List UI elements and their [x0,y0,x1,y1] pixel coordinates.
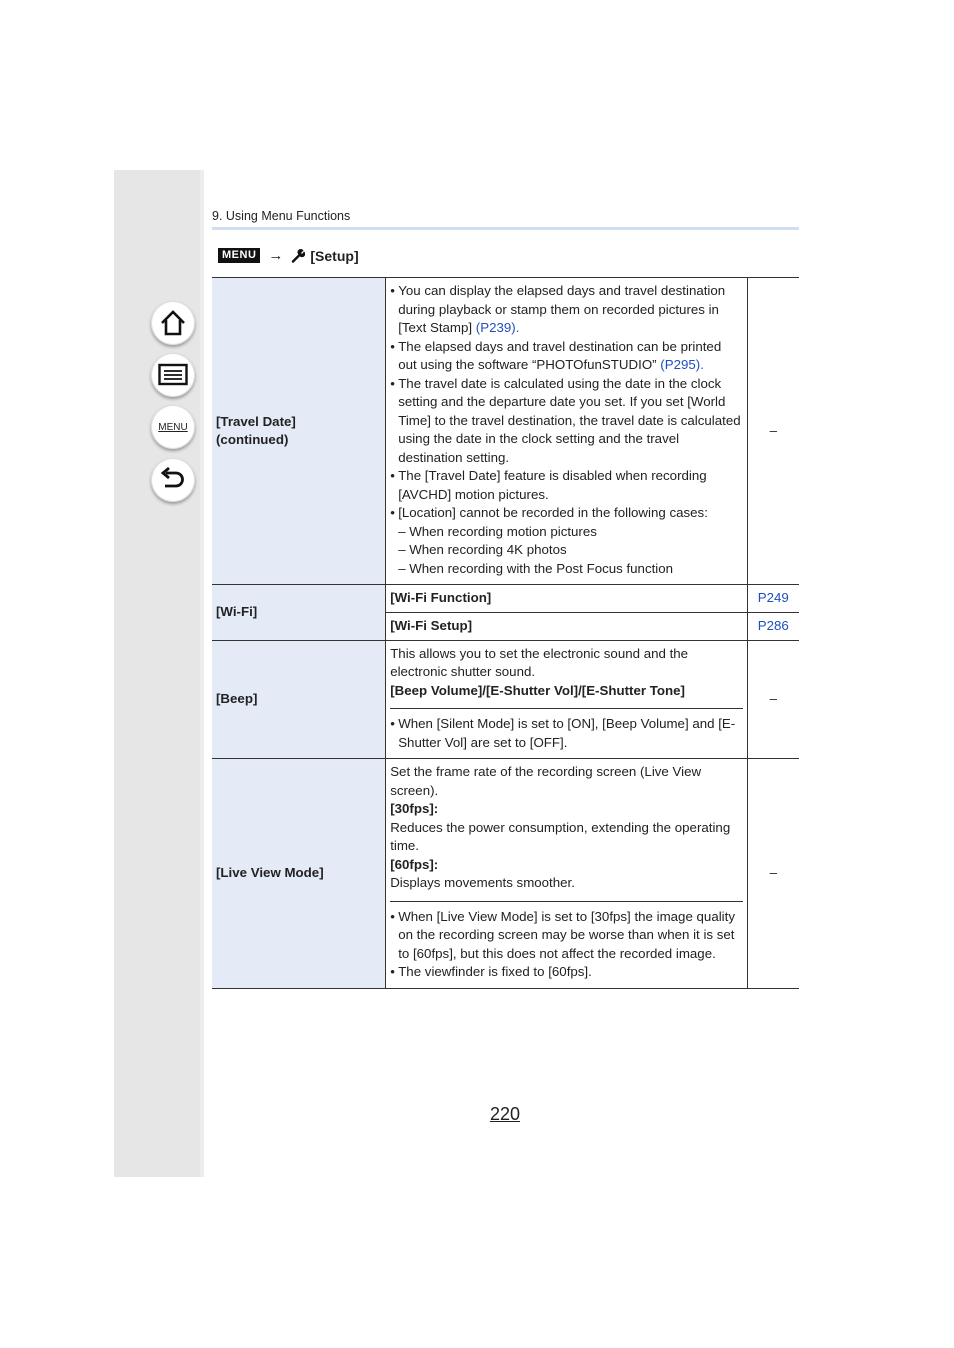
row-label: [Beep] [212,640,386,759]
breadcrumb [218,247,359,264]
home-icon [159,309,187,337]
row-description [386,278,747,585]
description-text: This allows you to set the electronic sound and the electronic shutter sound. [390,645,689,679]
wrench-icon [291,249,305,263]
option-label: [Beep Volume]/[E-Shutter Vol]/[E-Shutter Tone] [390,682,685,698]
page-ref: – [747,278,799,585]
description-text: Set the frame rate of the recording screen (Live View screen). [390,764,702,798]
option-label: [30fps]: [390,801,439,816]
page-link[interactable]: (P239) [475,320,516,335]
option-label: [Wi-Fi Function] [386,585,747,613]
row-label: [Live View Mode] [212,759,386,989]
back-arrow-icon [159,467,187,493]
sub-item: – When recording motion pictures [390,523,742,542]
list-item: • [Location] cannot be recorded in the following cases: [390,504,742,523]
section-header: 9. Using Menu Functions [212,209,351,223]
table-row [212,759,799,989]
option-label: [Wi-Fi Setup] [386,612,747,640]
option-description: Reduces the power consumption, extending the operating time. [390,819,731,853]
page-link[interactable]: P249 [757,590,789,605]
menu-badge: MENU [218,248,260,263]
list-item: • The travel date is calculated using the date in the clock setting and the departure date you set. If you set [World Time] to the travel destination, the travel date is calculated using the date in the clock setting and the travel destination setting. [390,375,742,468]
page-link[interactable]: (P295) [660,357,701,372]
back-button[interactable] [151,458,195,502]
row-label [212,278,386,585]
divider [390,901,742,902]
page-ref: – [747,640,799,759]
table-row [212,278,799,585]
list-item: • When [Live View Mode] is set to [30fps] the image quality on the recording screen may be worse than when it is set to [60fps], but this does not affect the recorded image. [390,908,742,964]
note-text: You can display the elapsed days and travel destination during playback or stamp them on recorded pictures in [Text Stamp] [398,283,726,335]
page-link[interactable]: P286 [757,617,789,633]
row-description [386,640,747,759]
label-line: [Travel Date] [216,413,296,429]
punct: . [700,357,704,372]
list-item: • The [Travel Date] feature is disabled when recording [AVCHD] motion pictures. [390,467,742,504]
arrow-icon: → [268,247,284,264]
label-line: (continued) [216,432,289,447]
menu-label: MENU [158,421,188,433]
menu-button[interactable] [151,405,195,449]
page-ref [747,612,799,640]
table-row [212,640,799,759]
list-item: • When [Silent Mode] is set to [ON], [Beep Volume] and [E-Shutter Vol] are set to [OFF]. [390,715,742,752]
option-description: Displays movements smoother. [390,875,575,890]
divider [390,708,742,709]
settings-table [212,277,799,989]
page-ref: – [747,759,799,989]
option-label: [60fps]: [390,856,439,872]
home-button[interactable] [151,301,195,345]
page-ref [747,585,799,613]
table-row [212,585,799,613]
setup-label: [Setup] [310,247,359,264]
row-label: [Wi-Fi] [212,585,386,641]
list-item [390,338,742,375]
contents-button[interactable] [151,353,195,397]
page-number: 220 [490,1104,521,1124]
note-text: The elapsed days and travel destination can be printed out using the software “PHOTOfunSTUDIO” [398,338,722,372]
row-description [386,759,747,989]
sidebar-edge [200,170,204,1177]
punct: . [515,320,520,335]
list-item: • The viewfinder is fixed to [60fps]. [390,963,742,982]
list-icon [158,363,188,387]
sub-item: – When recording 4K photos [390,541,742,560]
list-item [390,282,742,338]
sub-item: – When recording with the Post Focus function [390,560,742,579]
header-rule [212,227,799,230]
